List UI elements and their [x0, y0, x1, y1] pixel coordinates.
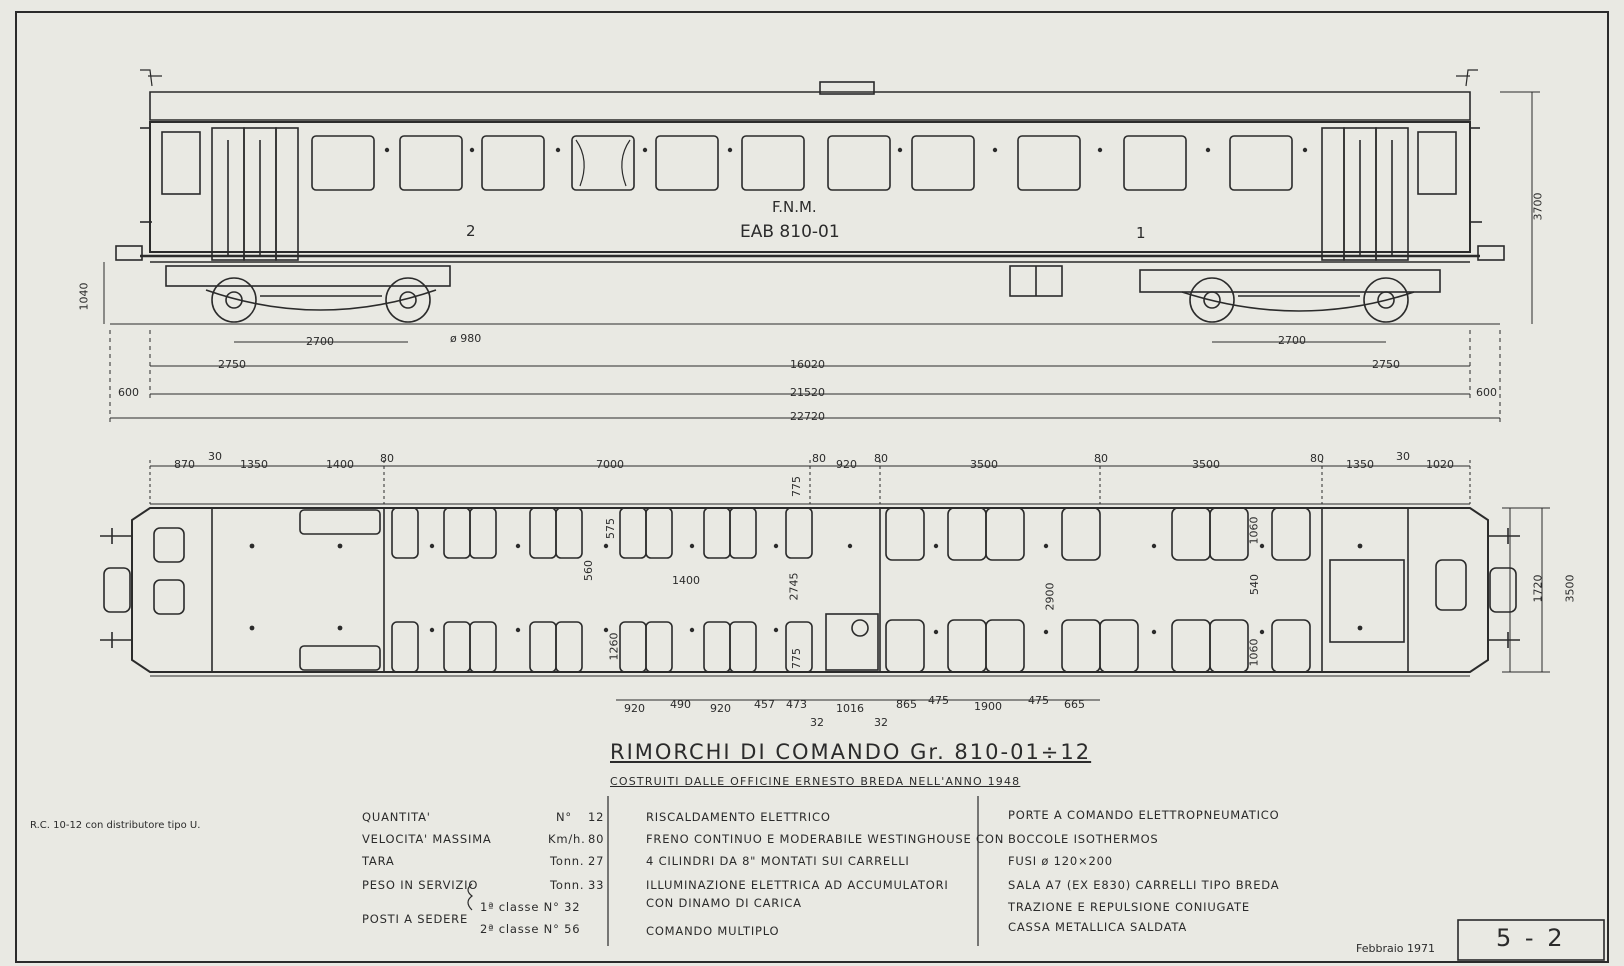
plan-dim-top-13: 1350 [1346, 458, 1374, 471]
spec-value-tare: 27 [588, 854, 605, 868]
plan-dim-top-2: 1350 [240, 458, 268, 471]
plan-width-inner: 1720 [1531, 574, 1545, 603]
spec-mid-0: RISCALDAMENTO ELETTRICO [646, 810, 831, 824]
plan-dim-bottom-7: 32 [874, 716, 888, 729]
dim-overhang-right: 600 [1476, 386, 1497, 399]
plan-dim-inner-0: 575 [604, 518, 617, 539]
doors-left [162, 128, 298, 260]
spec-right-0: PORTE A COMANDO ELETTROPNEUMATICO [1008, 808, 1280, 822]
plan-dim-bottom-10: 1900 [974, 700, 1002, 713]
dim-buffer-height: 1040 [77, 282, 91, 311]
plan-dim-inner-7: 2900 [1043, 582, 1057, 611]
plan-outline [132, 508, 1488, 672]
drawing-date: Febbraio 1971 [1356, 942, 1435, 955]
spec-right-2: FUSI ø 120×200 [1008, 854, 1113, 868]
plan-dim-bottom-2: 920 [710, 702, 731, 715]
toilet [826, 614, 878, 670]
spec-mid-1: FRENO CONTINUO E MODERABILE WESTINGHOUSE CON [646, 832, 1005, 846]
plan-dim-inner-6: 775 [790, 648, 803, 669]
dim-overhang-left: 600 [118, 386, 139, 399]
spec-value-speed: 80 [588, 832, 605, 846]
plan-dim-bottom-12: 665 [1064, 698, 1085, 711]
dim-bogie-wheelbase-right: 2700 [1278, 334, 1306, 347]
seats-first-class [886, 508, 1310, 672]
side-dimensions [104, 92, 1540, 424]
plan-dim-inner-2: 1400 [672, 574, 700, 587]
spec-right-3: SALA A7 (EX E830) CARRELLI TIPO BREDA [1008, 878, 1280, 892]
plan-dim-top-7: 920 [836, 458, 857, 471]
end-label-1: 1 [1136, 224, 1146, 242]
end-label-2: 2 [466, 222, 476, 240]
side-elevation [110, 70, 1504, 324]
plan-dim-bottom-3: 457 [754, 698, 775, 711]
dim-body-length: 21520 [790, 386, 825, 399]
dim-bogie-offset-right: 2750 [1372, 358, 1400, 371]
seats-second-class [392, 508, 812, 672]
bogie-left [166, 266, 450, 322]
drawing-subtitle: COSTRUITI DALLE OFFICINE ERNESTO BREDA NELL'ANNO 1948 [610, 775, 1021, 788]
doors-right [1322, 128, 1456, 260]
dim-bogie-offset-left: 2750 [218, 358, 246, 371]
sheet-number: 5 - 2 [1496, 924, 1566, 952]
plan-dim-bottom-5: 32 [810, 716, 824, 729]
vehicle-number: EAB 810-01 [740, 222, 840, 242]
plan-dim-top-10: 80 [1094, 452, 1108, 465]
plan-dim-top-0: 870 [174, 458, 195, 471]
plan-dim-inner-5: 2745 [787, 572, 801, 601]
distributor-note: R.C. 10-12 con distributore tipo U. [30, 820, 201, 831]
seats-second-class: 2ª classe N° 56 [480, 922, 581, 936]
roof [150, 92, 1470, 120]
plan-dim-top-15: 1020 [1426, 458, 1454, 471]
spec-value-weight: 33 [588, 878, 605, 892]
plan-dim-inner-8: 1060 [1247, 516, 1261, 545]
dim-bogie-wheelbase-left: 2700 [306, 335, 334, 348]
spec-label-weight: PESO IN SERVIZIO [362, 878, 479, 892]
plan-dim-bottom-6: 1016 [836, 702, 864, 715]
spec-unit-tare: Tonn. [550, 854, 585, 868]
plan-dim-top-8: 80 [874, 452, 888, 465]
spec-unit-weight: Tonn. [550, 878, 585, 892]
plan-dim-inner-9: 540 [1248, 574, 1261, 595]
plan-view [100, 504, 1520, 676]
plan-dim-inner-1: 560 [582, 560, 595, 581]
spec-right-4: TRAZIONE E REPULSIONE CONIUGATE [1008, 900, 1250, 914]
plan-dim-top-9: 3500 [970, 458, 998, 471]
operator-label: F.N.M. [772, 198, 817, 216]
plan-dim-inner-4: 775 [790, 476, 803, 497]
plan-dim-inner-3: 1260 [607, 632, 621, 661]
dim-bogie-centers: 16020 [790, 358, 825, 371]
plan-dim-bottom-4: 473 [786, 698, 807, 711]
plan-dimensions [150, 460, 1550, 700]
plan-dim-bottom-1: 490 [670, 698, 691, 711]
spec-label-tare: TARA [362, 854, 395, 868]
spec-mid-4: CON DINAMO DI CARICA [646, 896, 802, 910]
plan-dim-top-3: 1400 [326, 458, 354, 471]
drawing-title: RIMORCHI DI COMANDO Gr. 810-01÷12 [610, 740, 1092, 764]
plan-dim-top-5: 7000 [596, 458, 624, 471]
spec-mid-5: COMANDO MULTIPLO [646, 924, 780, 938]
plan-dim-top-12: 80 [1310, 452, 1324, 465]
plan-width-outer: 3500 [1563, 574, 1577, 603]
plan-dim-top-11: 3500 [1192, 458, 1220, 471]
plan-dim-bottom-11: 475 [1028, 694, 1049, 707]
spec-right-5: CASSA METALLICA SALDATA [1008, 920, 1187, 934]
spec-unit-speed: Km/h. [548, 832, 586, 846]
plan-dim-top-1: 30 [208, 450, 222, 463]
spec-unit-quantity: N° [556, 810, 572, 824]
plan-dim-inner-10: 1060 [1247, 638, 1261, 667]
plan-dim-top-4: 80 [380, 452, 394, 465]
seats-label: POSTI A SEDERE [362, 912, 469, 926]
bogie-right [1140, 270, 1440, 322]
dim-wheel-diameter: ø 980 [450, 332, 482, 345]
dim-overall-length: 22720 [790, 410, 825, 423]
plan-dim-top-14: 30 [1396, 450, 1410, 463]
plan-dim-top-6: 80 [812, 452, 826, 465]
spec-label-quantity: QUANTITA' [362, 810, 431, 824]
plan-dim-bottom-9: 475 [928, 694, 949, 707]
dim-height: 3700 [1531, 192, 1545, 221]
plan-dim-bottom-0: 920 [624, 702, 645, 715]
spec-value-quantity: 12 [588, 810, 605, 824]
spec-mid-2: 4 CILINDRI DA 8" MONTATI SUI CARRELLI [646, 854, 910, 868]
spec-label-speed: VELOCITA' MASSIMA [362, 832, 492, 846]
plan-dim-bottom-8: 865 [896, 698, 917, 711]
side-windows [312, 136, 1292, 190]
seats-first-class: 1ª classe N° 32 [480, 900, 581, 914]
spec-right-1: BOCCOLE ISOTHERMOS [1008, 832, 1159, 846]
spec-mid-3: ILLUMINAZIONE ELETTRICA AD ACCUMULATORI [646, 878, 949, 892]
